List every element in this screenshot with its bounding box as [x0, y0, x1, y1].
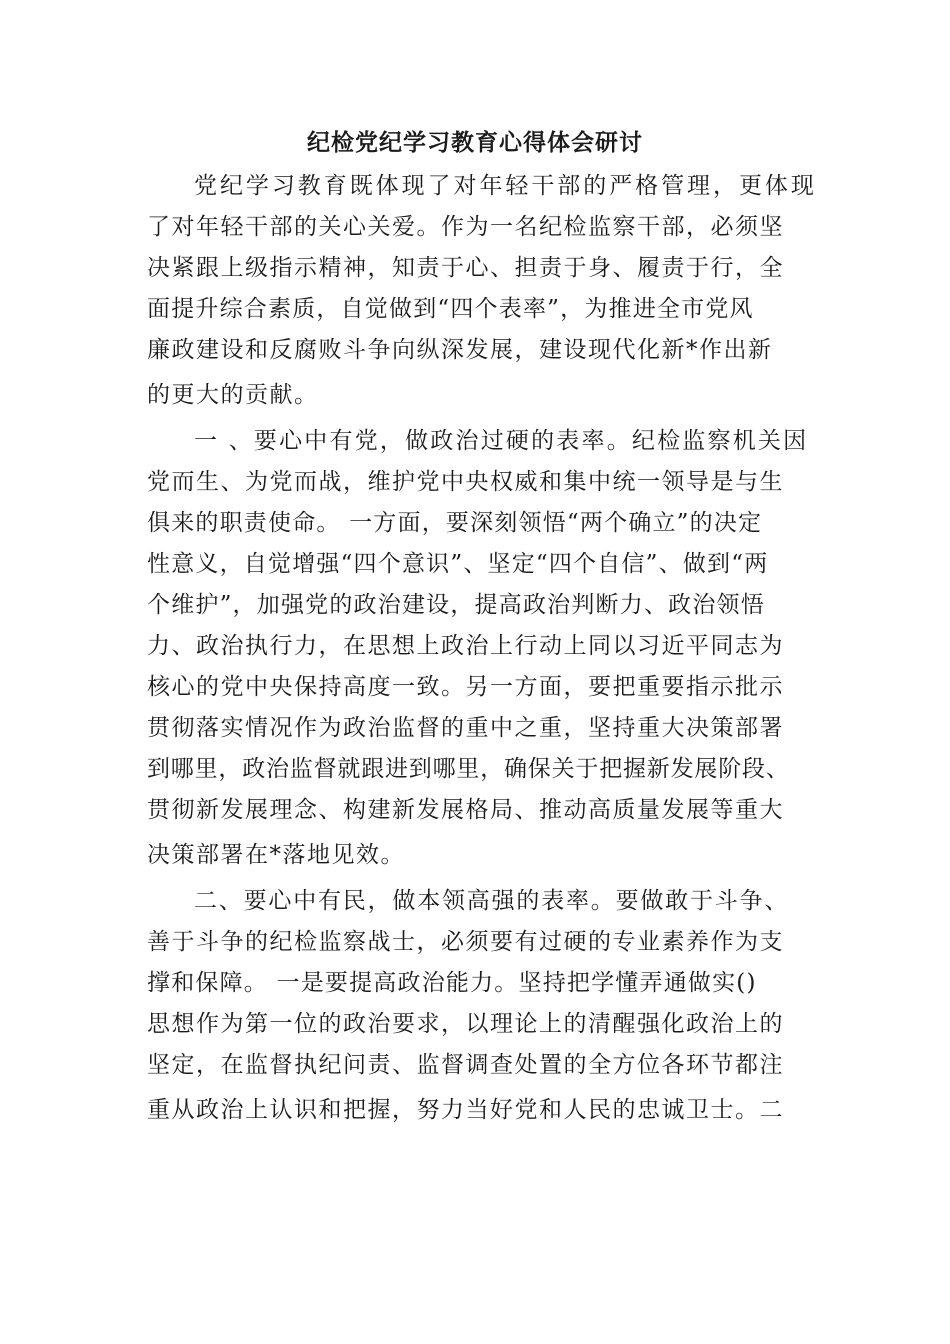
paragraph-3-line-2: 善于斗争的纪检监察战士，必须要有过硬的专业素养作为支 — [147, 929, 784, 955]
document-title: 纪检党纪学习教育心得体会研讨 — [307, 129, 643, 156]
paragraph-3-line-1: 二、要心中有民，做本领高强的表率。要做敢于斗争、 — [194, 888, 790, 914]
paragraph-1-line-1: 党纪学习教育既体现了对年轻干部的严格管理，更体现 — [194, 173, 817, 199]
paragraph-2-line-6: 力、政治执行力，在思想上政治上行动上同以习近平同志为 — [147, 633, 784, 659]
paragraph-1-line-2: 了对年轻干部的关心关爱。作为一名纪检监察干部，必须坚 — [147, 214, 784, 240]
paragraph-2-line-9: 到哪里，政治监督就跟进到哪里，确保关于把握新发展阶段、 — [147, 756, 790, 782]
paragraph-2-line-10: 贯彻新发展理念、构建新发展格局、推动高质量发展等重大 — [147, 797, 784, 823]
paragraph-3-line-6: 重从政治上认识和把握，努力当好党和人民的忠诚卫士。二 — [147, 1097, 784, 1123]
paragraph-2-line-11: 决策部署在*落地见效。 — [147, 842, 405, 868]
paragraph-2-line-5: 个维护”，加强党的政治建设，提高政治判断力、政治领悟 — [147, 592, 765, 618]
paragraph-1-line-6: 的更大的贡献。 — [147, 382, 319, 408]
paragraph-2-line-8: 贯彻落实情况作为政治监督的重中之重，坚持重大决策部署 — [147, 715, 784, 741]
paragraph-1-line-3: 决紧跟上级指示精神，知责于心、担责于身、履责于行，全 — [147, 255, 784, 281]
paragraph-2-line-1: 一 、要心中有党，做政治过硬的表率。纪检监察机关因 — [194, 428, 809, 454]
paragraph-3-line-3: 撑和保障。 一是要提高政治能力。坚持把学懂弄通做实() — [147, 970, 757, 996]
paragraph-2-line-4: 性意义，自觉增强“四个意识”、坚定“四个自信”、做到“两 — [147, 551, 769, 577]
paragraph-2-line-3: 俱来的职责使命。 一方面，要深刻领悟“两个确立”的决定 — [147, 510, 763, 536]
paragraph-1-line-4: 面提升综合素质，自觉做到“四个表率”，为推进全市党风 — [147, 296, 754, 322]
paragraph-2-line-7: 核心的党中央保持高度一致。另一方面，要把重要指示批示 — [147, 674, 784, 700]
paragraph-3-line-4: 思想作为第一位的政治要求，以理论上的清醒强化政治上的 — [147, 1011, 784, 1037]
paragraph-2-line-2: 党而生、为党而战，维护党中央权威和集中统一领导是与生 — [147, 469, 784, 495]
paragraph-1-line-5: 廉政建设和反腐败斗争向纵深发展，建设现代化新*作出新 — [147, 337, 773, 363]
paragraph-3-line-5: 坚定，在监督执纪问责、监督调查处置的全方位各环节都注 — [147, 1052, 784, 1078]
